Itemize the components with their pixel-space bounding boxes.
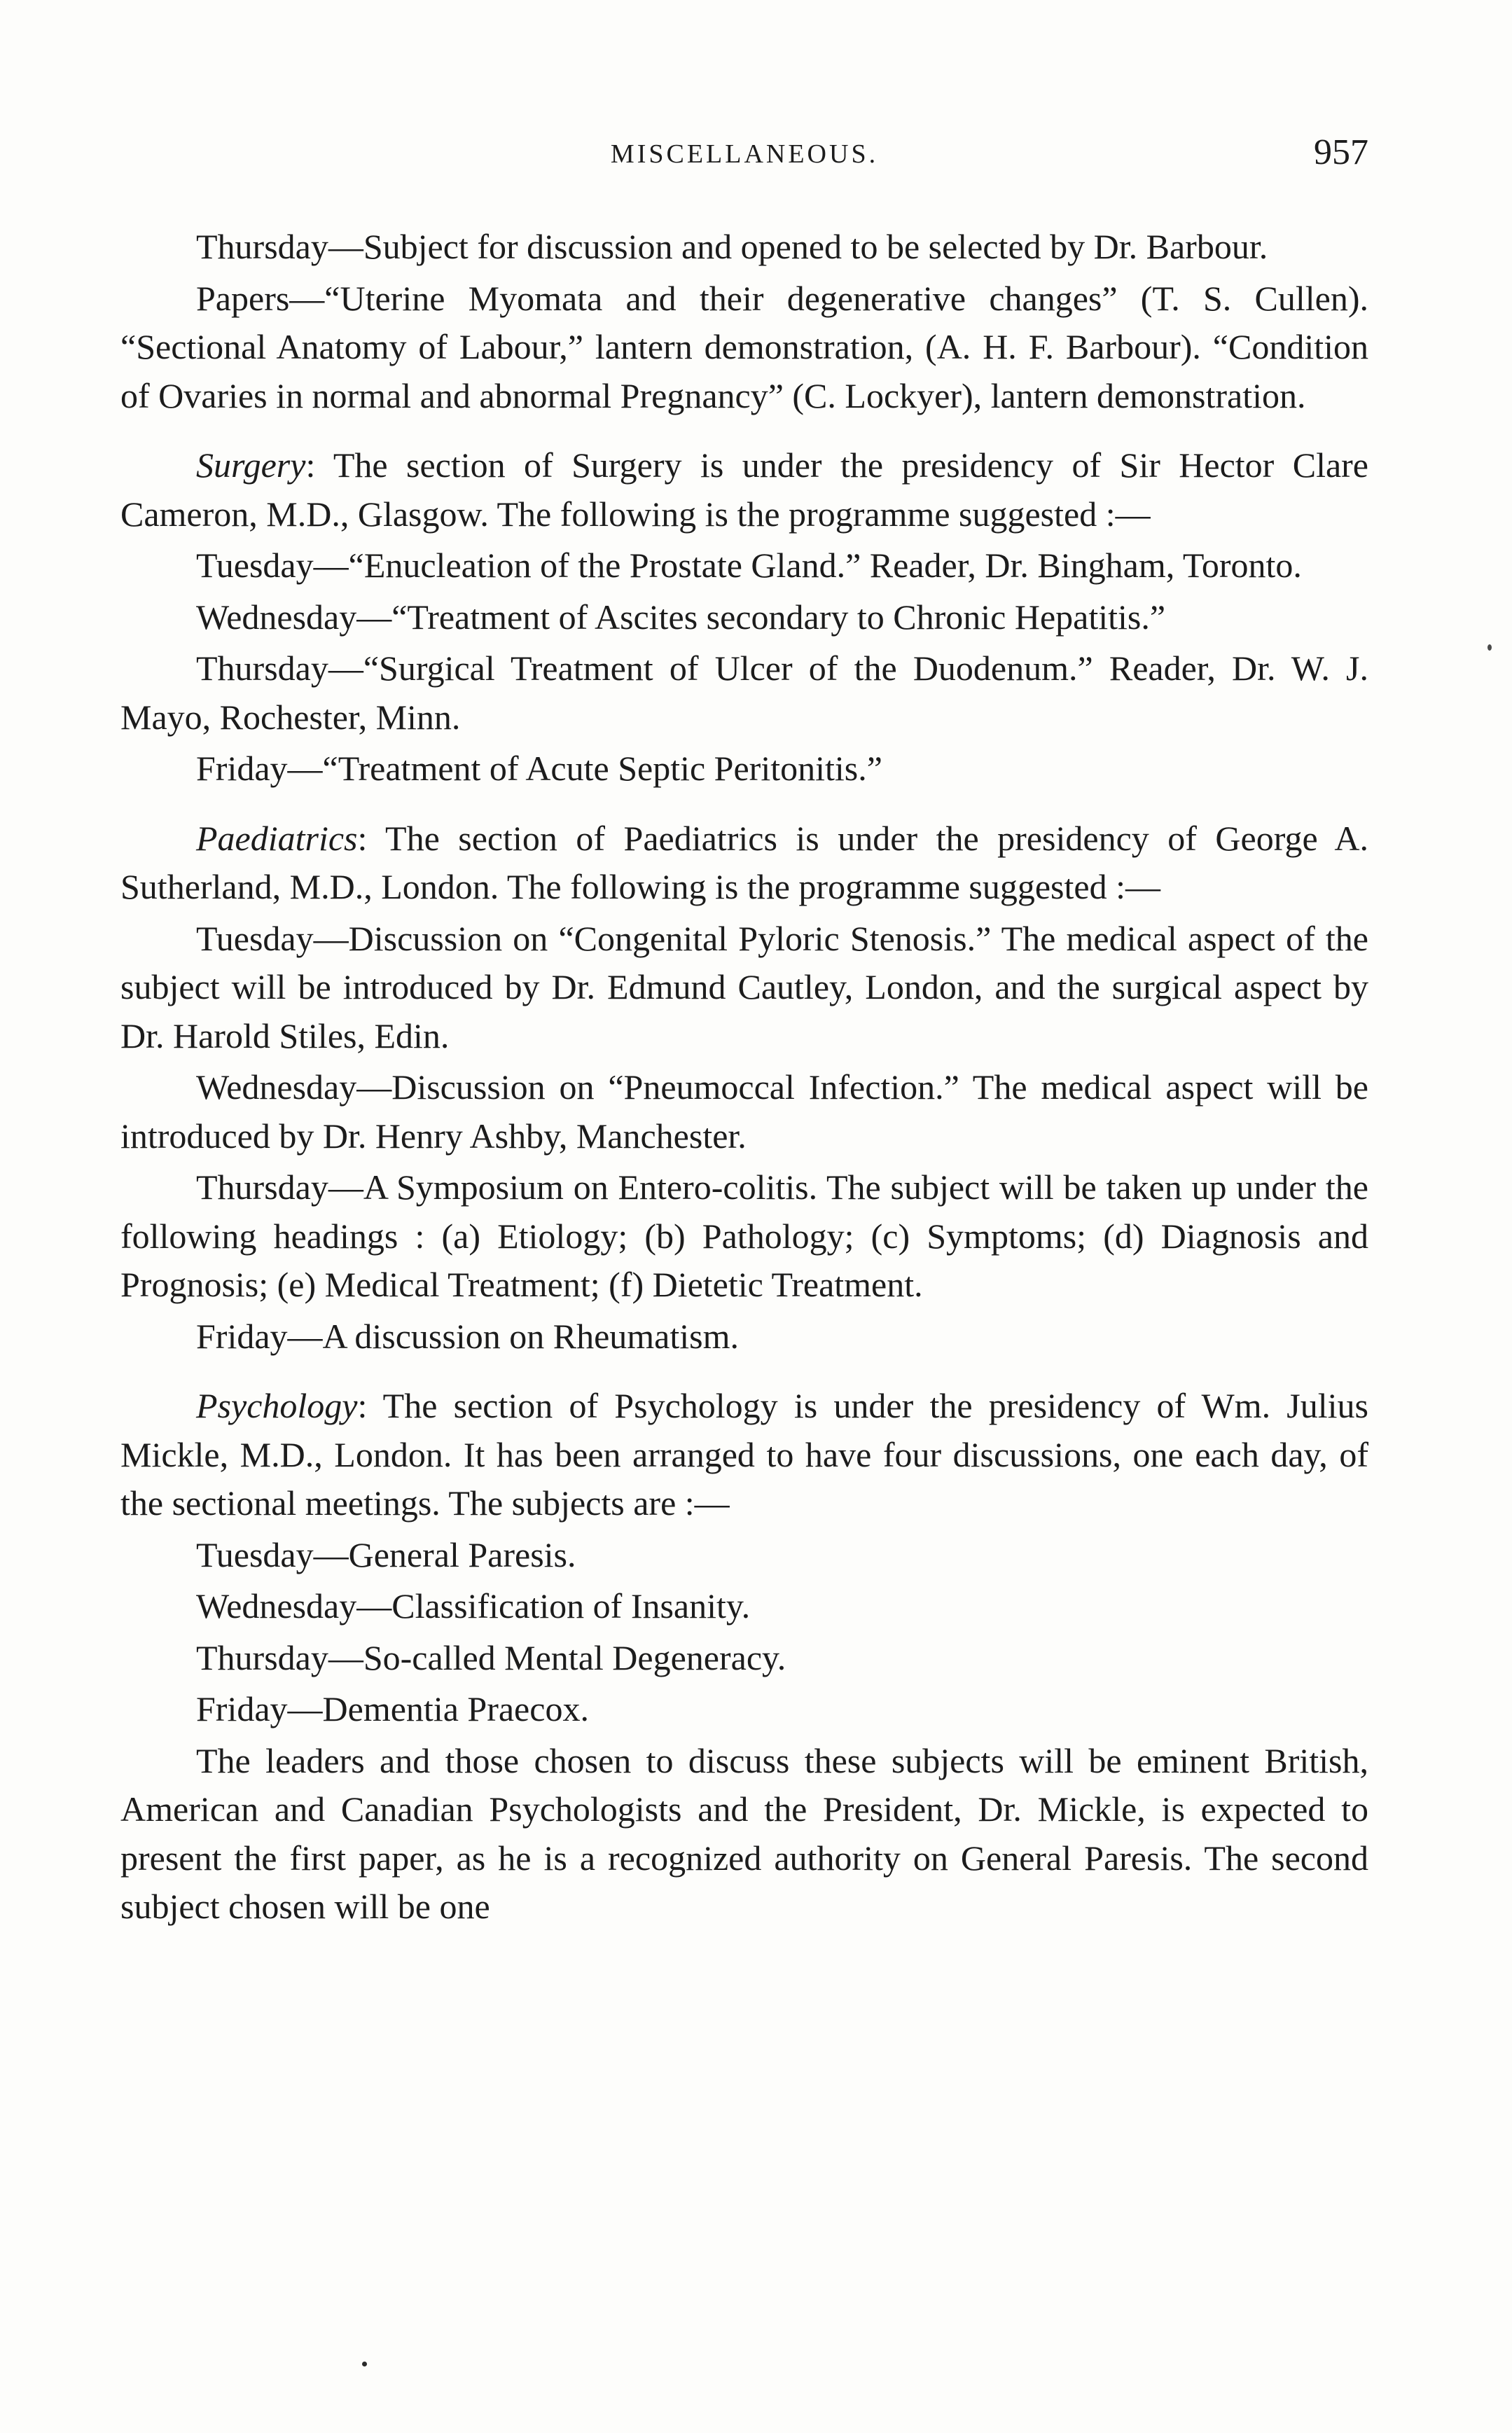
paragraph-surgery-thursday: Thursday—“Surgical Treatment of Ulcer of the Duodenum.” Reader, Dr. W. J. Mayo, Rochester, Minn. [120,649,1368,737]
paragraph-paediatrics-wednesday: Wednesday—Discussion on “Pneumoccal Infection.” The medical aspect will be introduced by Dr. Henry Ashby, Manchester. [120,1067,1368,1156]
paragraph-paediatrics-friday: Friday—A discussion on Rheumatism. [196,1316,739,1356]
psychology-intro-text: : The section of Psychology is under the presidency of Wm. Julius Mickle, M.D., London. It has been arranged to have four discussions, one each day, of the sectional meetings. The subjects are :— [120,1386,1368,1523]
paragraph-paediatrics-tuesday: Tuesday—Discussion on “Congenital Pyloric Stenosis.” The medical aspect of the subject will be introduced by Dr. Edmund Cautley, London, and the surgical aspect by Dr. Harold Stiles, Edin. [120,918,1368,1055]
scan-speck [362,2362,367,2366]
paragraph-psychology-wednesday: Wednesday—Classification of Insanity. [196,1586,751,1626]
paragraph-psychology-tuesday: Tuesday—General Paresis. [196,1534,576,1574]
body-text [120,223,1368,1932]
paragraph-surgery-wednesday: Wednesday—“Treatment of Ascites secondary to Chronic Hepatitis.” [196,597,1166,637]
surgery-intro-text: : The section of Surgery is under the presidency of Sir Hector Clare Cameron, M.D., Glasgow. The following is the programme suggested :— [120,445,1368,534]
paragraph-surgery-tuesday: Tuesday—“Enucleation of the Prostate Gland.” Reader, Dr. Bingham, Toronto. [196,546,1302,585]
scan-speck [1487,644,1492,651]
paragraph-thursday-obstetrics: Thursday—Subject for discussion and opened to be selected by Dr. Barbour. [196,227,1268,266]
paragraph-psychology-leaders: The leaders and those chosen to discuss these subjects will be eminent British, American and Canadian Psychologists and the President, Dr. Mickle, is expected to present the first paper, as he is a recognized authority on General Paresis. The second subject chosen will be one [120,1740,1368,1926]
section-heading-surgery: Surgery [196,445,306,485]
paragraph-papers: Papers—“Uterine Myomata and their degenerative changes” (T. S. Cullen). “Sectional Anatomy of Labour,” lantern demonstration, (A. H. F. Barbour). “Condition of Ovaries in normal and abnormal Pregnancy” (C. Lockyer), lantern demonstration. [120,278,1368,415]
running-head: MISCELLANEOUS. [610,139,879,169]
paragraph-psychology-friday: Friday—Dementia Praecox. [196,1689,589,1728]
paediatrics-intro-text: : The section of Paediatrics is under the presidency of George A. Sutherland, M.D., London. The following is the programme suggested :— [120,818,1368,906]
section-heading-paediatrics: Paediatrics [196,818,358,858]
section-heading-psychology: Psychology [196,1386,358,1425]
paragraph-psychology-intro [120,1382,1368,1528]
paragraph-surgery-intro [120,441,1368,539]
paragraph-paediatrics-thursday: Thursday—A Symposium on Entero-colitis. The subject will be taken up under the following headings : (a) Etiology; (b) Pathology; (c) Symptoms; (d) Diagnosis and Prognosis; (e) Medical Treatment; (f) Dietetic Treatment. [120,1167,1368,1304]
page-number: 957 [1314,132,1368,172]
page-header [120,132,1368,181]
paragraph-paediatrics-intro [120,815,1368,912]
paragraph-psychology-thursday: Thursday—So-called Mental Degeneracy. [196,1637,786,1677]
paragraph-surgery-friday: Friday—“Treatment of Acute Septic Peritonitis.” [196,749,882,788]
